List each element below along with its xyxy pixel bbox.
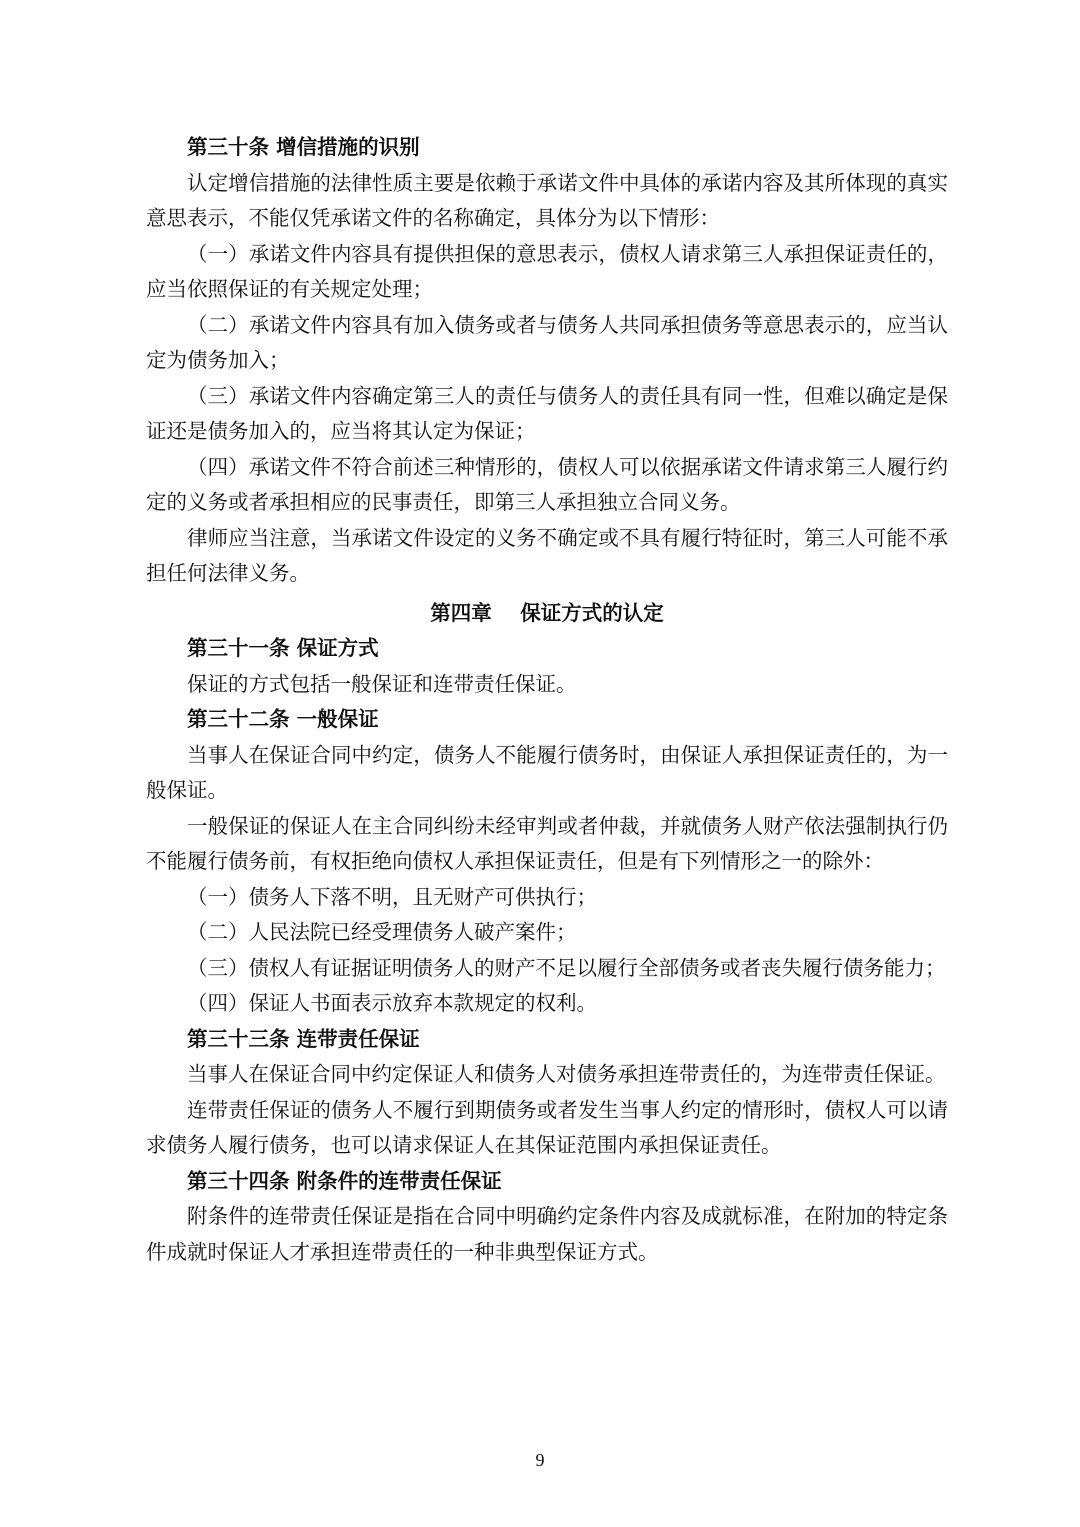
article-32-item-1: （一）债务人下落不明，且无财产可供执行； bbox=[187, 884, 597, 909]
article-31-heading: 第三十一条 保证方式 bbox=[187, 636, 379, 660]
article-34-heading: 第三十四条 附条件的连带责任保证 bbox=[187, 1168, 502, 1193]
article-30-item-3: （三）承诺文件内容确定第三人的责任与债务人的责任具有同一性，但难以确定是保证还是债务加入的，应当将其认定为保证； bbox=[146, 383, 948, 443]
article-32-paragraph-2: 一般保证的保证人在主合同纠纷未经审判或者仲裁，并就债务人财产依法强制执行仍不能履行债务前，有权拒绝向债权人承担保证责任，但是有下列情形之一的除外： bbox=[146, 813, 948, 873]
article-33-heading: 第三十三条 连带责任保证 bbox=[187, 1026, 420, 1051]
article-32-item-4: （四）保证人书面表示放弃本款规定的权利。 bbox=[187, 991, 597, 1015]
article-30-item-1: （一）承诺文件内容具有提供担保的意思表示，债权人请求第三人承担保证责任的，应当依照保证的有关规定处理； bbox=[146, 241, 948, 301]
article-32-item-3: （三）债权人有证据证明债务人的财产不足以履行全部债务或者丧失履行债务能力； bbox=[187, 955, 946, 980]
article-30-item-4: （四）承诺文件不符合前述三种情形的，债权人可以依据承诺文件请求第三人履行约定的义务或者承担相应的民事责任，即第三人承担独立合同义务。 bbox=[146, 454, 948, 514]
article-32-paragraph-1: 当事人在保证合同中约定，债务人不能履行债务时，由保证人承担保证责任的，为一般保证。 bbox=[146, 742, 948, 802]
page-number: 9 bbox=[535, 1450, 545, 1470]
article-34-paragraph-1: 附条件的连带责任保证是指在合同中明确约定条件内容及成就标准，在附加的特定条件成就时保证人才承担连带责任的一种非典型保证方式。 bbox=[146, 1204, 948, 1264]
article-30-paragraph-2: 律师应当注意，当承诺文件设定的义务不确定或不具有履行特征时，第三人可能不承担任何法律义务。 bbox=[146, 525, 948, 585]
article-30-item-2: （二）承诺文件内容具有加入债务或者与债务人共同承担债务等意思表示的，应当认定为债务加入； bbox=[146, 312, 948, 372]
article-32-item-2: （二）人民法院已经受理债务人破产案件； bbox=[187, 920, 577, 944]
article-33-paragraph-2: 连带责任保证的债务人不履行到期债务或者发生当事人约定的情形时，债权人可以请求债务人履行债务，也可以请求保证人在其保证范围内承担保证责任。 bbox=[146, 1097, 948, 1157]
document-body bbox=[146, 130, 948, 1270]
article-30-heading: 第三十条 增信措施的识别 bbox=[187, 135, 420, 159]
article-31-paragraph-1: 保证的方式包括一般保证和连带责任保证。 bbox=[187, 671, 577, 696]
article-32-heading: 第三十二条 一般保证 bbox=[187, 707, 379, 731]
chapter-4-title: 第四章 保证方式的认定 bbox=[430, 600, 664, 625]
article-33-paragraph-1: 当事人在保证合同中约定保证人和债务人对债务承担连带责任的，为连带责任保证。 bbox=[187, 1062, 946, 1086]
article-30-paragraph-1: 认定增信措施的法律性质主要是依赖于承诺文件中具体的承诺内容及其所体现的真实意思表示，不能仅凭承诺文件的名称确定，具体分为以下情形： bbox=[146, 170, 948, 230]
